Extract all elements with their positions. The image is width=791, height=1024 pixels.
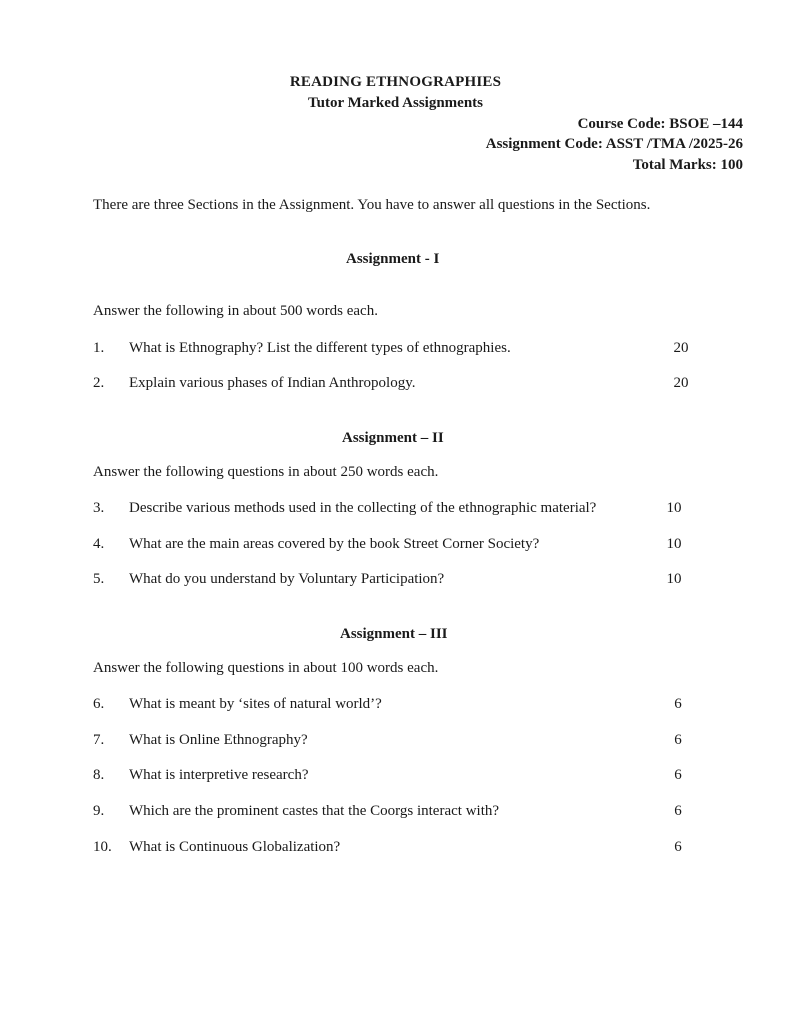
question-marks: 10 bbox=[666, 536, 682, 552]
question-marks: 20 bbox=[673, 375, 689, 391]
document-title: READING ETHNOGRAPHIES bbox=[289, 74, 502, 90]
section-heading: Assignment – III bbox=[340, 626, 448, 642]
section-instruction: Answer the following questions in about 100 words each. bbox=[93, 660, 439, 676]
course-code: Course Code: BSOE –144 bbox=[577, 116, 743, 132]
question-number: 7. bbox=[93, 732, 105, 748]
question-number: 5. bbox=[93, 571, 105, 587]
question-marks: 20 bbox=[673, 340, 689, 356]
question-text: What is Online Ethnography? bbox=[129, 732, 308, 748]
question-number: 9. bbox=[93, 803, 105, 819]
intro-text: There are three Sections in the Assignment. You have to answer all questions in the Sections. bbox=[93, 197, 651, 213]
question-text: Describe various methods used in the collecting of the ethnographic material? bbox=[129, 500, 597, 516]
section-heading: Assignment - I bbox=[346, 251, 440, 267]
question-marks: 6 bbox=[674, 803, 682, 819]
question-number: 4. bbox=[93, 536, 105, 552]
question-text: What do you understand by Voluntary Participation? bbox=[129, 571, 445, 587]
section-instruction: Answer the following in about 500 words each. bbox=[93, 303, 378, 319]
question-text: What is Continuous Globalization? bbox=[129, 839, 341, 855]
question-number: 1. bbox=[93, 340, 105, 356]
question-number: 2. bbox=[93, 375, 105, 391]
total-marks: Total Marks: 100 bbox=[632, 157, 743, 173]
document-subtitle: Tutor Marked Assignments bbox=[307, 95, 484, 111]
question-number: 6. bbox=[93, 696, 105, 712]
question-marks: 6 bbox=[674, 696, 682, 712]
question-marks: 6 bbox=[674, 839, 682, 855]
question-text: What is interpretive research? bbox=[129, 767, 309, 783]
question-number: 3. bbox=[93, 500, 105, 516]
section-instruction: Answer the following questions in about 250 words each. bbox=[93, 464, 439, 480]
question-marks: 6 bbox=[674, 767, 682, 783]
question-text: Which are the prominent castes that the Coorgs interact with? bbox=[129, 803, 500, 819]
question-number: 10. bbox=[93, 839, 112, 855]
question-text: What is meant by ‘sites of natural world’? bbox=[129, 696, 382, 712]
question-marks: 10 bbox=[666, 571, 682, 587]
question-marks: 6 bbox=[674, 732, 682, 748]
question-text: What is Ethnography? List the different types of ethnographies. bbox=[129, 340, 511, 356]
question-text: Explain various phases of Indian Anthropology. bbox=[129, 375, 416, 391]
question-marks: 10 bbox=[666, 500, 682, 516]
section-heading: Assignment – II bbox=[342, 430, 444, 446]
question-number: 8. bbox=[93, 767, 105, 783]
assignment-code: Assignment Code: ASST /TMA /2025-26 bbox=[485, 136, 743, 152]
question-text: What are the main areas covered by the book Street Corner Society? bbox=[129, 536, 540, 552]
